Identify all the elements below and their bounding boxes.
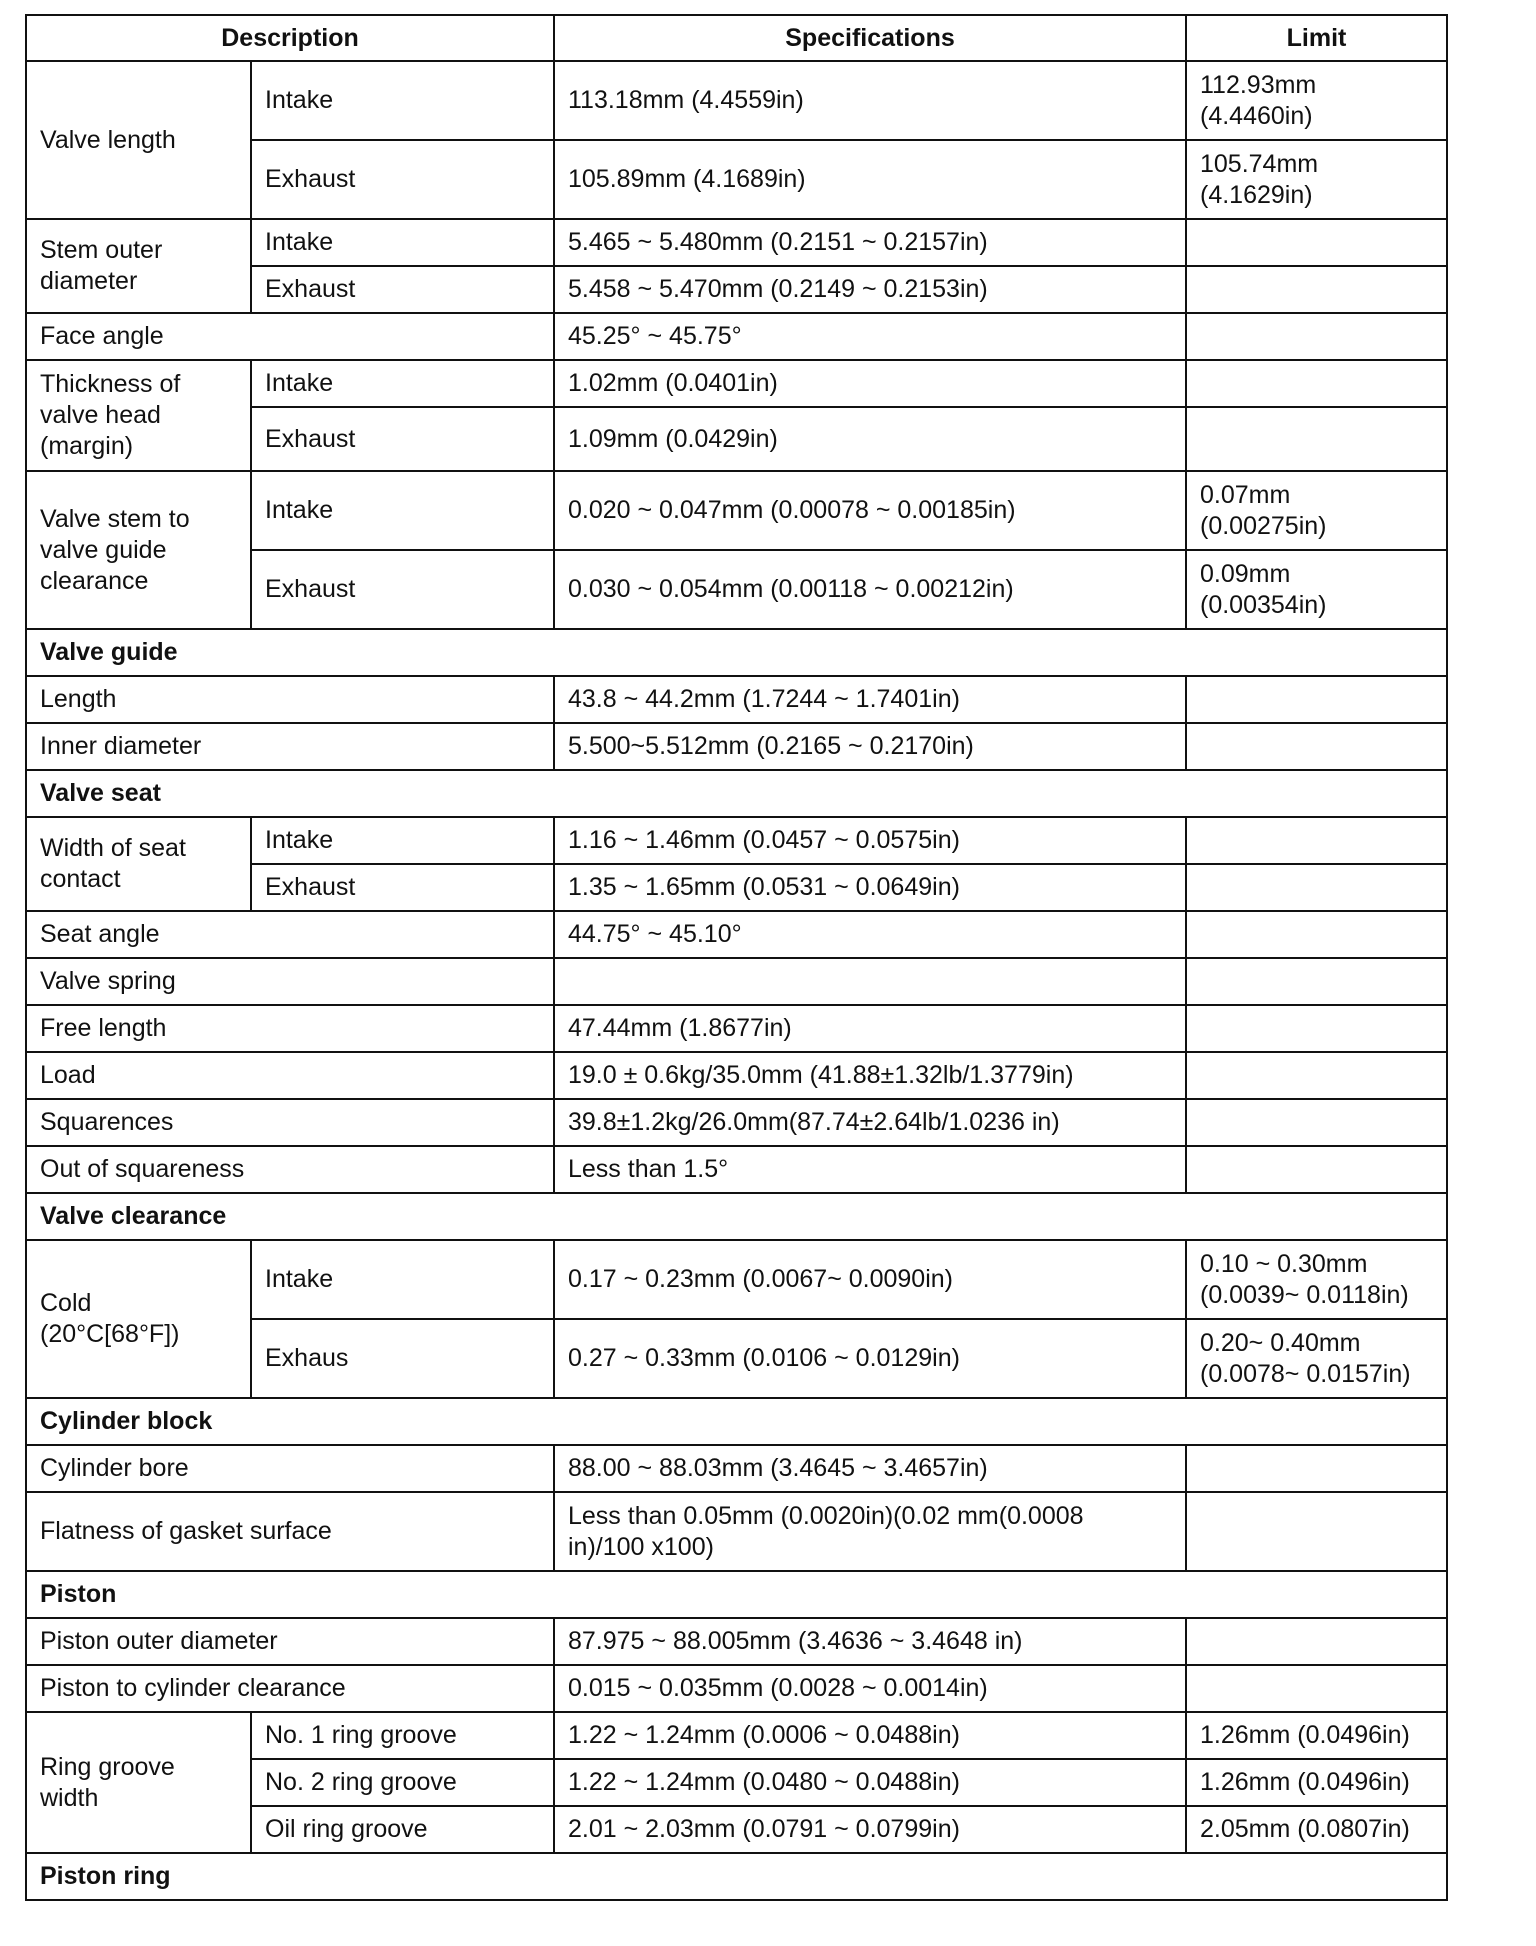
row-label: Face angle <box>26 313 554 360</box>
table-row <box>26 1099 1447 1146</box>
row-label: Piston outer diameter <box>26 1618 554 1665</box>
spec-cell: 88.00 ~ 88.03mm (3.4645 ~ 3.4657in) <box>554 1445 1186 1492</box>
limit-cell <box>1186 864 1447 911</box>
limit-cell <box>1186 266 1447 313</box>
table-row <box>26 1618 1447 1665</box>
spec-cell: 44.75° ~ 45.10° <box>554 911 1186 958</box>
sub-label: Exhaust <box>251 864 554 911</box>
sub-label: Intake <box>251 360 554 407</box>
limit-cell <box>1186 313 1447 360</box>
sub-label: Exhaust <box>251 266 554 313</box>
table-row <box>26 1052 1447 1099</box>
header-row <box>26 15 1447 61</box>
limit-cell: 1.26mm (0.0496in) <box>1186 1759 1447 1806</box>
spec-cell: 1.02mm (0.0401in) <box>554 360 1186 407</box>
header-limit: Limit <box>1186 15 1447 61</box>
spec-cell: 5.458 ~ 5.470mm (0.2149 ~ 0.2153in) <box>554 266 1186 313</box>
row-label: Inner diameter <box>26 723 554 770</box>
sub-label: Intake <box>251 61 554 140</box>
spec-cell: 0.27 ~ 0.33mm (0.0106 ~ 0.0129in) <box>554 1319 1186 1398</box>
sub-label: Intake <box>251 817 554 864</box>
limit-cell <box>1186 1618 1447 1665</box>
row-label: Thickness of valve head (margin) <box>26 360 251 471</box>
sub-label: No. 2 ring groove <box>251 1759 554 1806</box>
sub-label: Intake <box>251 1240 554 1319</box>
spec-cell: 105.89mm (4.1689in) <box>554 140 1186 219</box>
table-row <box>26 61 1447 140</box>
section-title: Piston <box>26 1571 1447 1618</box>
spec-cell: Less than 0.05mm (0.0020in)(0.02 mm(0.0008 in)/100 x100) <box>554 1492 1186 1571</box>
limit-cell <box>1186 911 1447 958</box>
spec-cell: 1.35 ~ 1.65mm (0.0531 ~ 0.0649in) <box>554 864 1186 911</box>
section-title: Cylinder block <box>26 1398 1447 1445</box>
spec-cell: 39.8±1.2kg/26.0mm(87.74±2.64lb/1.0236 in) <box>554 1099 1186 1146</box>
row-label: Valve length <box>26 61 251 219</box>
limit-cell <box>1186 1005 1447 1052</box>
header-description: Description <box>26 15 554 61</box>
sub-label: No. 1 ring groove <box>251 1712 554 1759</box>
row-label: Cylinder bore <box>26 1445 554 1492</box>
header-specifications: Specifications <box>554 15 1186 61</box>
sub-label: Intake <box>251 219 554 266</box>
section-title: Piston ring <box>26 1853 1447 1900</box>
section-row <box>26 1853 1447 1900</box>
spec-cell: 5.500~5.512mm (0.2165 ~ 0.2170in) <box>554 723 1186 770</box>
row-label: Width of seat contact <box>26 817 251 911</box>
spec-cell: 1.22 ~ 1.24mm (0.0006 ~ 0.0488in) <box>554 1712 1186 1759</box>
sub-label: Intake <box>251 471 554 550</box>
spec-cell: 87.975 ~ 88.005mm (3.4636 ~ 3.4648 in) <box>554 1618 1186 1665</box>
spec-cell: 1.16 ~ 1.46mm (0.0457 ~ 0.0575in) <box>554 817 1186 864</box>
limit-cell <box>1186 817 1447 864</box>
limit-cell: 2.05mm (0.0807in) <box>1186 1806 1447 1853</box>
limit-cell: 0.09mm (0.00354in) <box>1186 550 1447 629</box>
limit-cell: 105.74mm (4.1629in) <box>1186 140 1447 219</box>
table-row <box>26 676 1447 723</box>
row-label: Free length <box>26 1005 554 1052</box>
sub-label: Exhaust <box>251 550 554 629</box>
table-row <box>26 1492 1447 1571</box>
section-row <box>26 1398 1447 1445</box>
limit-cell <box>1186 1052 1447 1099</box>
spec-cell: 1.09mm (0.0429in) <box>554 407 1186 471</box>
sub-label: Exhaus <box>251 1319 554 1398</box>
limit-cell <box>1186 1445 1447 1492</box>
limit-cell <box>1186 1146 1447 1193</box>
sub-label: Exhaust <box>251 140 554 219</box>
spec-cell: 5.465 ~ 5.480mm (0.2151 ~ 0.2157in) <box>554 219 1186 266</box>
table-row <box>26 1712 1447 1759</box>
spec-cell: 2.01 ~ 2.03mm (0.0791 ~ 0.0799in) <box>554 1806 1186 1853</box>
limit-cell: 0.07mm (0.00275in) <box>1186 471 1447 550</box>
table-row <box>26 313 1447 360</box>
section-row <box>26 629 1447 676</box>
table-row <box>26 1445 1447 1492</box>
spec-cell <box>554 958 1186 1005</box>
spec-cell: 0.030 ~ 0.054mm (0.00118 ~ 0.00212in) <box>554 550 1186 629</box>
row-label: Out of squareness <box>26 1146 554 1193</box>
table-row <box>26 723 1447 770</box>
limit-cell: 0.10 ~ 0.30mm (0.0039~ 0.0118in) <box>1186 1240 1447 1319</box>
spec-cell: 1.22 ~ 1.24mm (0.0480 ~ 0.0488in) <box>554 1759 1186 1806</box>
section-title: Valve seat <box>26 770 1447 817</box>
table-row <box>26 219 1447 266</box>
spec-cell: Less than 1.5° <box>554 1146 1186 1193</box>
row-label: Flatness of gasket surface <box>26 1492 554 1571</box>
limit-cell: 112.93mm (4.4460in) <box>1186 61 1447 140</box>
row-label: Seat angle <box>26 911 554 958</box>
table-row <box>26 471 1447 550</box>
limit-cell <box>1186 1099 1447 1146</box>
row-label: Valve stem to valve guide clearance <box>26 471 251 629</box>
table-row <box>26 360 1447 407</box>
limit-cell <box>1186 1665 1447 1712</box>
spec-cell: 0.015 ~ 0.035mm (0.0028 ~ 0.0014in) <box>554 1665 1186 1712</box>
table-row <box>26 817 1447 864</box>
spec-cell: 0.020 ~ 0.047mm (0.00078 ~ 0.00185in) <box>554 471 1186 550</box>
row-label: Length <box>26 676 554 723</box>
table-row <box>26 1665 1447 1712</box>
section-title: Valve guide <box>26 629 1447 676</box>
spec-cell: 45.25° ~ 45.75° <box>554 313 1186 360</box>
spec-cell: 113.18mm (4.4559in) <box>554 61 1186 140</box>
section-row <box>26 770 1447 817</box>
section-title: Valve clearance <box>26 1193 1447 1240</box>
limit-cell: 0.20~ 0.40mm (0.0078~ 0.0157in) <box>1186 1319 1447 1398</box>
table-row <box>26 1146 1447 1193</box>
section-row <box>26 1571 1447 1618</box>
limit-cell <box>1186 1492 1447 1571</box>
spec-cell: 19.0 ± 0.6kg/35.0mm (41.88±1.32lb/1.3779in) <box>554 1052 1186 1099</box>
limit-cell <box>1186 676 1447 723</box>
spec-cell: 47.44mm (1.8677in) <box>554 1005 1186 1052</box>
row-label: Valve spring <box>26 958 554 1005</box>
table-row <box>26 958 1447 1005</box>
spec-cell: 43.8 ~ 44.2mm (1.7244 ~ 1.7401in) <box>554 676 1186 723</box>
row-label: Load <box>26 1052 554 1099</box>
row-label: Piston to cylinder clearance <box>26 1665 554 1712</box>
row-label: Cold (20°C[68°F]) <box>26 1240 251 1398</box>
spec-table <box>25 14 1448 1901</box>
row-label: Ring groove width <box>26 1712 251 1853</box>
limit-cell <box>1186 219 1447 266</box>
spec-cell: 0.17 ~ 0.23mm (0.0067~ 0.0090in) <box>554 1240 1186 1319</box>
limit-cell <box>1186 360 1447 407</box>
limit-cell <box>1186 958 1447 1005</box>
limit-cell <box>1186 407 1447 471</box>
section-row <box>26 1193 1447 1240</box>
table-row <box>26 911 1447 958</box>
table-row <box>26 1005 1447 1052</box>
sub-label: Exhaust <box>251 407 554 471</box>
row-label: Squarences <box>26 1099 554 1146</box>
limit-cell <box>1186 723 1447 770</box>
sub-label: Oil ring groove <box>251 1806 554 1853</box>
table-row <box>26 1240 1447 1319</box>
limit-cell: 1.26mm (0.0496in) <box>1186 1712 1447 1759</box>
row-label: Stem outer diameter <box>26 219 251 313</box>
